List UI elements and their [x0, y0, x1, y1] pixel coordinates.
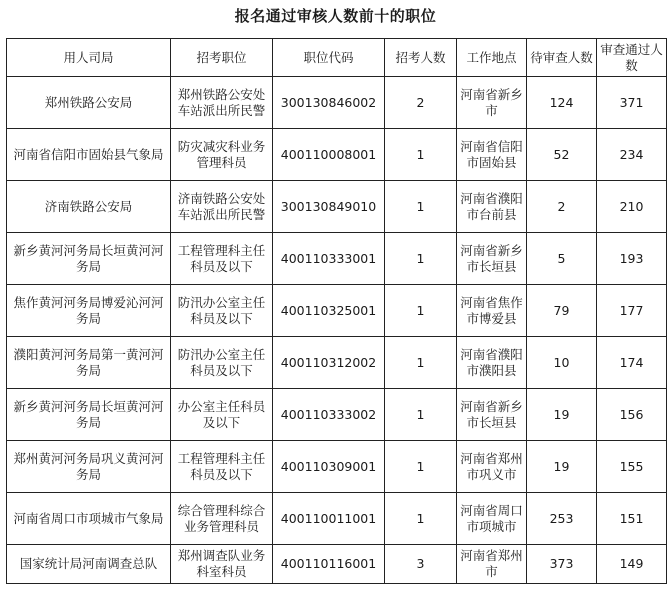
- cell-department: 新乡黄河河务局长垣黄河河务局: [7, 389, 171, 441]
- cell-department: 新乡黄河河务局长垣黄河河务局: [7, 233, 171, 285]
- cell-review-passed: 371: [597, 77, 667, 129]
- cell-recruit-count: 3: [385, 545, 457, 584]
- cell-department: 郑州铁路公安局: [7, 77, 171, 129]
- cell-review-passed: 149: [597, 545, 667, 584]
- cell-position-code: 400110116001: [273, 545, 385, 584]
- table-row: [7, 441, 667, 493]
- cell-position: 郑州调查队业务科室科员: [171, 545, 273, 584]
- col-header-review-passed: 审查通过人数: [597, 39, 667, 77]
- table-row: [7, 77, 667, 129]
- cell-position: 郑州铁路公安处车站派出所民警: [171, 77, 273, 129]
- cell-position-code: 300130849010: [273, 181, 385, 233]
- cell-review-passed: 156: [597, 389, 667, 441]
- cell-pending-review: 10: [527, 337, 597, 389]
- cell-position-code: 400110011001: [273, 493, 385, 545]
- positions-table: [6, 38, 667, 584]
- cell-recruit-count: 1: [385, 441, 457, 493]
- table-row: [7, 285, 667, 337]
- cell-work-location: 河南省濮阳市台前县: [457, 181, 527, 233]
- cell-pending-review: 124: [527, 77, 597, 129]
- cell-work-location: 河南省新乡市长垣县: [457, 389, 527, 441]
- cell-position-code: 400110312002: [273, 337, 385, 389]
- cell-review-passed: 174: [597, 337, 667, 389]
- cell-pending-review: 5: [527, 233, 597, 285]
- cell-recruit-count: 1: [385, 129, 457, 181]
- cell-pending-review: 19: [527, 389, 597, 441]
- cell-pending-review: 373: [527, 545, 597, 584]
- cell-position: 综合管理科综合业务管理科员: [171, 493, 273, 545]
- cell-review-passed: 234: [597, 129, 667, 181]
- cell-work-location: 河南省周口市项城市: [457, 493, 527, 545]
- cell-position-code: 400110333001: [273, 233, 385, 285]
- cell-department: 河南省信阳市固始县气象局: [7, 129, 171, 181]
- cell-pending-review: 79: [527, 285, 597, 337]
- cell-position-code: 400110325001: [273, 285, 385, 337]
- cell-position: 济南铁路公安处车站派出所民警: [171, 181, 273, 233]
- cell-position: 办公室主任科员及以下: [171, 389, 273, 441]
- cell-department: 郑州黄河河务局巩义黄河河务局: [7, 441, 171, 493]
- cell-work-location: 河南省新乡市: [457, 77, 527, 129]
- cell-position-code: 400110333002: [273, 389, 385, 441]
- cell-recruit-count: 1: [385, 493, 457, 545]
- cell-position: 防灾减灾科业务管理科员: [171, 129, 273, 181]
- cell-position: 工程管理科主任科员及以下: [171, 441, 273, 493]
- cell-pending-review: 19: [527, 441, 597, 493]
- table-row: [7, 129, 667, 181]
- cell-work-location: 河南省濮阳市濮阳县: [457, 337, 527, 389]
- cell-review-passed: 151: [597, 493, 667, 545]
- cell-pending-review: 2: [527, 181, 597, 233]
- table-header-row: [7, 39, 667, 77]
- cell-department: 焦作黄河河务局博爱沁河河务局: [7, 285, 171, 337]
- table-row: [7, 233, 667, 285]
- cell-work-location: 河南省焦作市博爱县: [457, 285, 527, 337]
- cell-pending-review: 52: [527, 129, 597, 181]
- table-row: [7, 181, 667, 233]
- col-header-work-location: 工作地点: [457, 39, 527, 77]
- cell-position: 防汛办公室主任科员及以下: [171, 337, 273, 389]
- cell-review-passed: 155: [597, 441, 667, 493]
- cell-review-passed: 177: [597, 285, 667, 337]
- cell-pending-review: 253: [527, 493, 597, 545]
- cell-recruit-count: 1: [385, 389, 457, 441]
- cell-department: 濮阳黄河河务局第一黄河河务局: [7, 337, 171, 389]
- table-row: [7, 389, 667, 441]
- cell-position: 工程管理科主任科员及以下: [171, 233, 273, 285]
- cell-work-location: 河南省新乡市长垣县: [457, 233, 527, 285]
- table-row: [7, 337, 667, 389]
- cell-work-location: 河南省郑州市巩义市: [457, 441, 527, 493]
- cell-recruit-count: 1: [385, 285, 457, 337]
- cell-work-location: 河南省郑州市: [457, 545, 527, 584]
- page-title: 报名通过审核人数前十的职位: [234, 7, 437, 25]
- cell-recruit-count: 2: [385, 77, 457, 129]
- cell-department: 国家统计局河南调查总队: [7, 545, 171, 584]
- cell-recruit-count: 1: [385, 233, 457, 285]
- col-header-recruit-count: 招考人数: [385, 39, 457, 77]
- cell-review-passed: 210: [597, 181, 667, 233]
- cell-department: 河南省周口市项城市气象局: [7, 493, 171, 545]
- cell-work-location: 河南省信阳市固始县: [457, 129, 527, 181]
- cell-position-code: 400110008001: [273, 129, 385, 181]
- cell-review-passed: 193: [597, 233, 667, 285]
- col-header-pending-review: 待审查人数: [527, 39, 597, 77]
- col-header-position: 招考职位: [171, 39, 273, 77]
- cell-position: 防汛办公室主任科员及以下: [171, 285, 273, 337]
- col-header-department: 用人司局: [7, 39, 171, 77]
- cell-recruit-count: 1: [385, 337, 457, 389]
- cell-position-code: 300130846002: [273, 77, 385, 129]
- cell-recruit-count: 1: [385, 181, 457, 233]
- table-row: [7, 545, 667, 584]
- col-header-position-code: 职位代码: [273, 39, 385, 77]
- table-row: [7, 493, 667, 545]
- cell-department: 济南铁路公安局: [7, 181, 171, 233]
- cell-position-code: 400110309001: [273, 441, 385, 493]
